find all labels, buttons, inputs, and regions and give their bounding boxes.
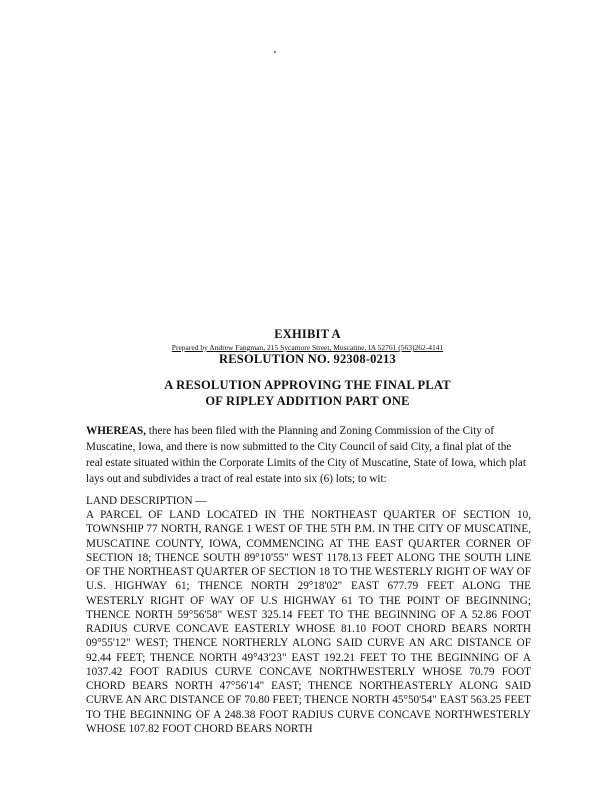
scan-speck xyxy=(274,51,276,53)
whereas-label: WHEREAS, xyxy=(86,425,146,437)
resolution-title-line2: OF RIPLEY ADDITION PART ONE xyxy=(205,394,410,408)
land-description-heading: LAND DESCRIPTION — xyxy=(86,495,207,507)
whereas-paragraph xyxy=(86,423,526,487)
resolution-number: RESOLUTION NO. 92308-0213 xyxy=(219,352,396,366)
whereas-text: there has been filed with the Planning and Zoning Commission of the City of Muscatine, Iowa, and there is now submitted to the City Council of said City, a final plat of the real estate situated within the Corporate Limits of the City of Muscatine, State of Iowa, which plat lays out and subdivides a tract of real estate into six (6) lots; to wit: xyxy=(86,425,526,485)
resolution-title-line1: A RESOLUTION APPROVING THE FINAL PLAT xyxy=(164,378,451,392)
land-description-text: A PARCEL OF LAND LOCATED IN THE NORTHEAST QUARTER OF SECTION 10, TOWNSHIP 77 NORTH, RANGE 1 WEST OF THE 5TH P.M. IN THE CITY OF MUSCATINE, MUSCATINE COUNTY, IOWA, COMMENCING AT THE EAST QUARTER CORNER OF SECTION 18; THENCE SOUTH 89°10'55" WEST 1178.13 FEET ALONG THE SOUTH LINE OF THE NORTHEAST QUARTER OF SECTION 18 TO THE WESTERLY RIGHT OF WAY OF U.S. HIGHWAY 61; THENCE NORTH 29°18'02" EAST 677.79 FEET ALONG THE WESTERLY RIGHT OF WAY OF U.S HIGHWAY 61 TO THE POINT OF BEGINNING; THENCE NORTH 59°56'58" WEST 325.14 FEET TO THE BEGINNING OF A 52.86 FOOT RADIUS CURVE CONCAVE EASTERLY WHOSE 81.10 FOOT CHORD BEARS NORTH 09°55'12" WEST; THENCE NORTHERLY ALONG SAID CURVE AN ARC DISTANCE OF 92.44 FEET; THENCE NORTH 49°43'23" EAST 192.21 FEET TO THE BEGINNING OF A 1037.42 FOOT RADIUS CURVE CONCAVE NORTHWESTERLY WHOSE 70.79 FOOT CHORD BEARS NORTH 47°56'14" EAST; THENCE NORTHEASTERLY ALONG SAID CURVE AN ARC DISTANCE OF 70.80 FEET; THENCE NORTH 45°50'54" EAST 563.25 FEET TO THE BEGINNING OF A 248.38 FOOT RADIUS CURVE CONCAVE NORTHWESTERLY WHOSE 107.82 FOOT CHORD BEARS NORTH xyxy=(86,509,531,735)
exhibit-title: EXHIBIT A xyxy=(274,327,341,341)
prepared-by-line: Prepared by Andrew Fangman, 215 Sycamore Street, Muscatine, IA 52761 (563)262-4141 xyxy=(171,343,444,352)
